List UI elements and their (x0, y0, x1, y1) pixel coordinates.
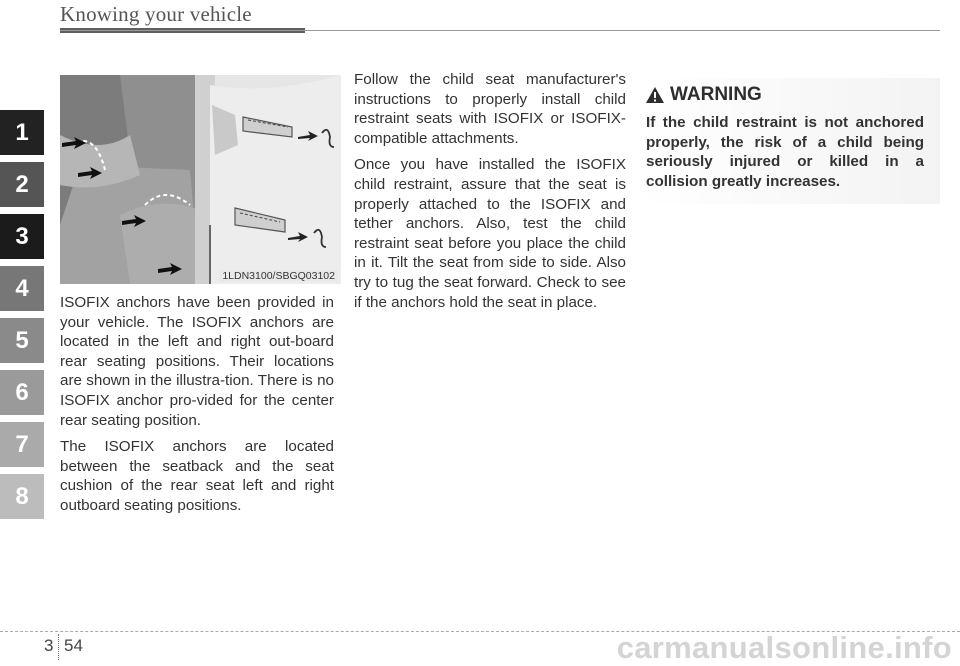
warning-triangle-icon (646, 87, 664, 103)
paragraph: Once you have installed the ISOFIX child restraint, assure that the seat is properly attached to the ISOFIX and tether anchors. Also, test the child restraint seat before you place the child in it. Tilt the seat from side to side. Also try to tug the seat forward. Check to see if the anchors hold the seat in place. (354, 156, 626, 311)
section-tab-label: 5 (15, 326, 29, 354)
section-tab-6[interactable] (0, 370, 44, 415)
section-tab-label: 6 (15, 378, 29, 406)
page-section-number: 3 (44, 636, 54, 655)
section-tab-4[interactable] (0, 266, 44, 311)
header-title: Knowing your vehicle (60, 2, 252, 26)
warning-heading (646, 84, 762, 106)
page-number-separator (58, 634, 59, 660)
isofix-illustration (60, 75, 341, 284)
warning-title: WARNING (670, 84, 762, 105)
figure-code: 1LDN3100/SBGQ03102 (219, 270, 338, 282)
warning-text: If the child restraint is not anchored properly, the risk of a child being seriously injured or killed in a collision greatly increases. (646, 114, 924, 190)
section-tab-label: 4 (15, 274, 29, 302)
section-tabs (0, 110, 44, 526)
body-column-2 (354, 70, 626, 319)
section-tab-1[interactable] (0, 110, 44, 155)
seat-photo (60, 75, 341, 284)
section-tab-label: 2 (15, 170, 29, 198)
section-tab-label: 1 (15, 118, 29, 146)
section-tab-5[interactable] (0, 318, 44, 363)
section-tab-8[interactable] (0, 474, 44, 519)
body-column-1 (60, 293, 334, 523)
section-tab-label: 7 (15, 430, 29, 458)
watermark: carmanualsonline.info (616, 630, 952, 665)
paragraph: The ISOFIX anchors are located between the seatback and the seat cushion of the rear seat left and right outboard seating positions. (60, 438, 334, 514)
paragraph: ISOFIX anchors have been provided in your vehicle. The ISOFIX anchors are located in the left and right out-board rear seating positions. Their locations are shown in the illustra-tion. There is no ISOFIX anchor pro-vided for the center rear seating position. (60, 294, 334, 429)
page-number: 54 (64, 636, 83, 655)
section-tab-7[interactable] (0, 422, 44, 467)
header-rule (60, 30, 940, 31)
warning-box (640, 78, 940, 204)
section-tab-2[interactable] (0, 162, 44, 207)
paragraph: Follow the child seat manufacturer's instructions to properly install child restraint seats with ISOFIX or ISOFIX-compatible attachments. (354, 71, 626, 147)
section-tab-label: 3 (15, 222, 29, 250)
section-tab-label: 8 (15, 482, 29, 510)
section-tab-3[interactable] (0, 214, 44, 259)
